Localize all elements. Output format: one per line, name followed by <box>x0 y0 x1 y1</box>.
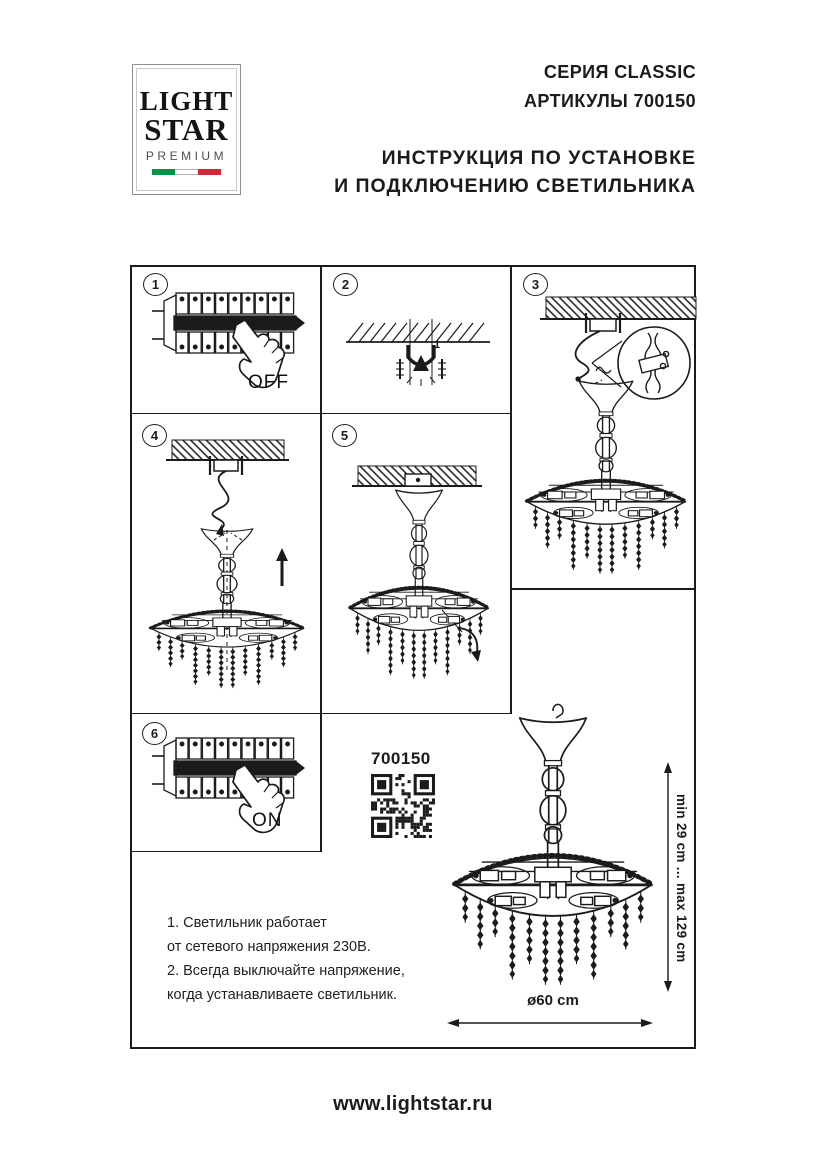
step-number-4: 4 <box>142 424 167 447</box>
on-label: ON <box>252 810 283 831</box>
logo-word-star: STAR <box>144 111 229 147</box>
safety-notes <box>167 911 405 1007</box>
logo-word-light: LIGHT <box>139 86 234 116</box>
lightstar-logo <box>132 64 241 195</box>
italy-flag-icon <box>152 169 222 175</box>
note-line: от сетевого напряжения 230В. <box>167 939 371 955</box>
height-dimension-arrow <box>664 762 672 992</box>
step-number-2: 2 <box>333 273 358 296</box>
header <box>334 62 696 196</box>
height-dimension-label: min 29 cm ... max 129 cm <box>674 793 689 963</box>
instruction-title-line1: ИНСТРУКЦИЯ ПО УСТАНОВКЕ <box>381 147 696 169</box>
article-number: АРТИКУЛЫ 700150 <box>524 91 696 111</box>
logo-frame <box>136 68 237 191</box>
step-number-6: 6 <box>142 722 167 745</box>
series-title: СЕРИЯ CLASSIC <box>543 62 696 82</box>
instruction-title-line2: И ПОДКЛЮЧЕНИЮ СВЕТИЛЬНИКА <box>334 175 696 197</box>
step4-lift-chandelier-illustration <box>132 414 320 712</box>
step-number-5: 5 <box>332 424 357 447</box>
diameter-dimension-label: ø60 cm <box>527 992 579 1009</box>
step-number-3: 3 <box>523 273 548 296</box>
note-line: когда устанавливаете светильник. <box>167 987 398 1003</box>
footer-website: www.lightstar.ru <box>333 1093 493 1115</box>
logo-word-premium: PREMIUM <box>145 149 228 164</box>
qr-article-label: 700150 <box>371 749 431 768</box>
qr-code-icon <box>371 774 435 838</box>
note-line: 1. Светильник работает <box>167 915 327 931</box>
step3-hang-and-wire-illustration <box>512 267 698 588</box>
off-label: OFF <box>248 372 289 393</box>
step5-secure-chandelier-illustration <box>322 414 510 712</box>
note-line: 2. Всегда выключайте напряжение, <box>167 963 405 979</box>
hook-part-number: 1 <box>434 339 441 351</box>
step-number-1: 1 <box>143 273 168 296</box>
diameter-dimension-arrow <box>447 1019 653 1027</box>
